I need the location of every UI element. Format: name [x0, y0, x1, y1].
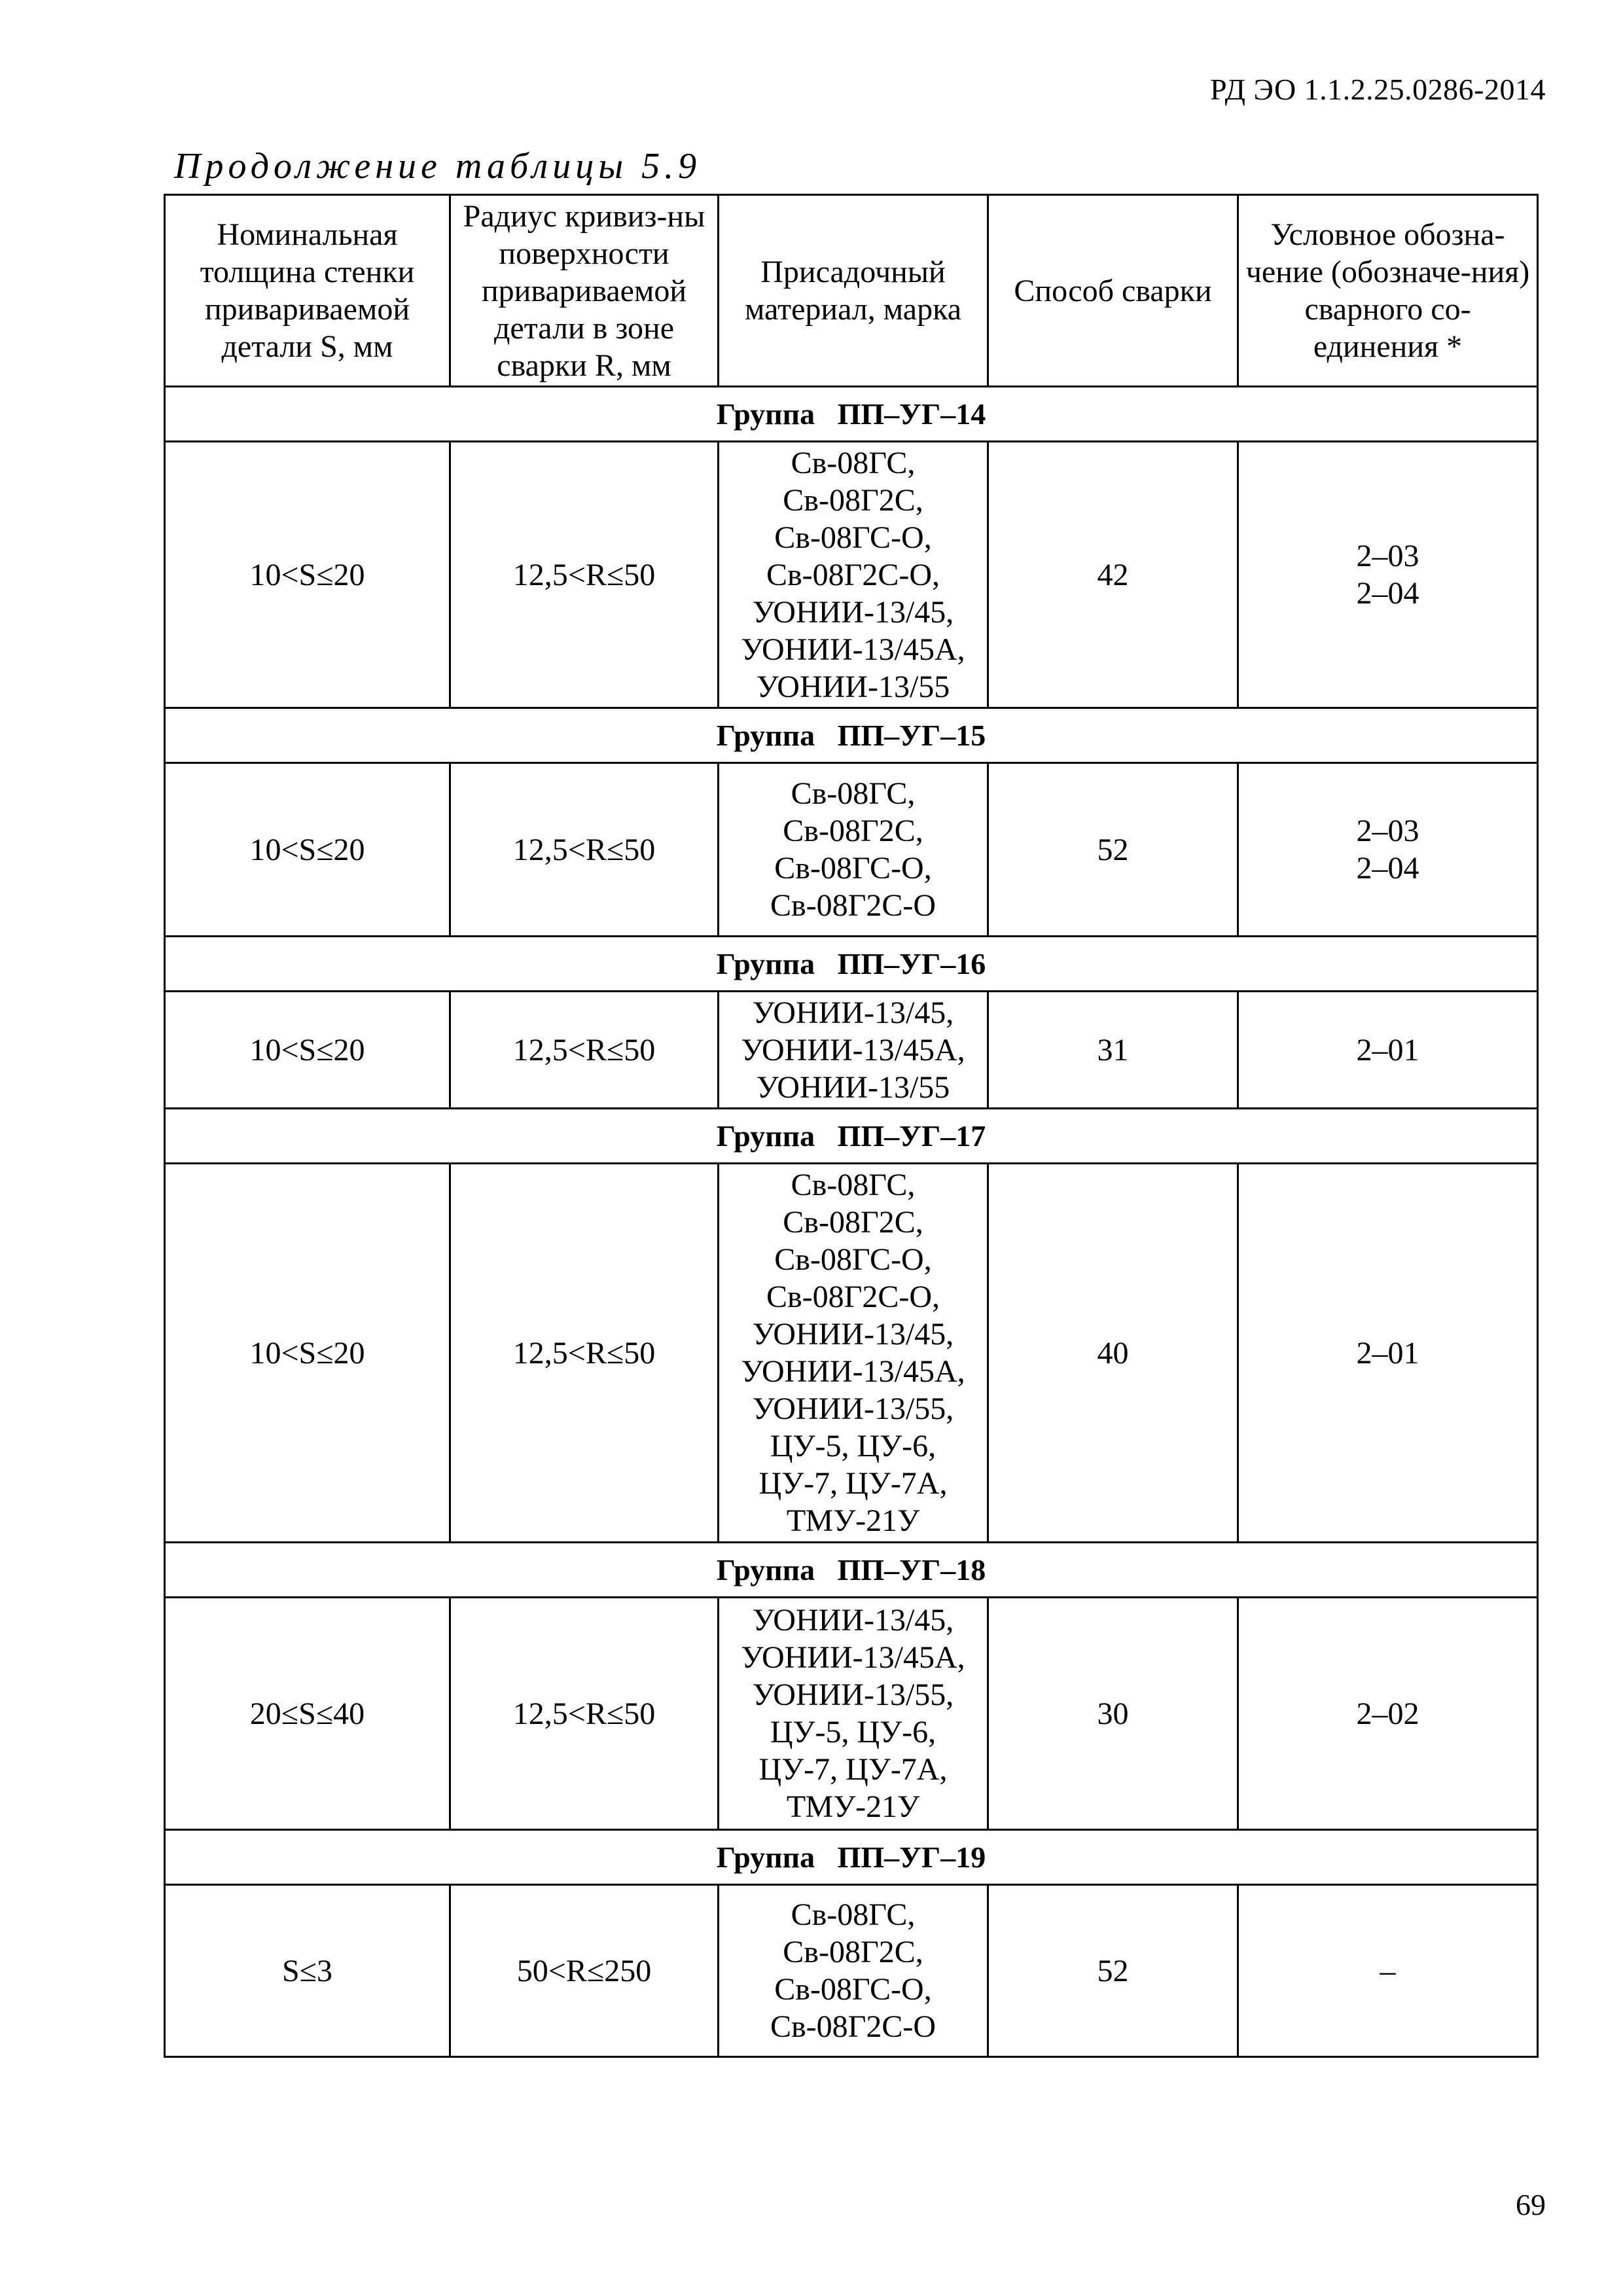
designation-item: 2–02 — [1356, 1696, 1419, 1731]
column-header-method: Способ сварки — [988, 195, 1238, 387]
group-header-row — [165, 1109, 1538, 1164]
designation-item: 2–03 — [1356, 539, 1419, 573]
method-cell: 52 — [988, 763, 1238, 937]
material-item: ТМУ-21У — [786, 1503, 920, 1538]
material-item: УОНИИ-13/45, — [752, 594, 954, 630]
method-cell: 42 — [988, 442, 1238, 708]
material-cell — [719, 1885, 988, 2057]
group-label: Группа ПП–УГ–17 — [165, 1109, 1538, 1164]
group-header-row — [165, 1830, 1538, 1885]
method-cell: 30 — [988, 1598, 1238, 1830]
table-row — [165, 992, 1538, 1109]
thickness-cell: 10<S≤20 — [165, 992, 450, 1109]
material-item: ЦУ-7, ЦУ-7А, — [758, 1466, 948, 1501]
group-label: Группа ПП–УГ–19 — [165, 1830, 1538, 1885]
group-label: Группа ПП–УГ–16 — [165, 937, 1538, 992]
group-label: Группа ПП–УГ–14 — [165, 387, 1538, 442]
radius-cell: 12,5<R≤50 — [450, 992, 719, 1109]
material-cell — [719, 992, 988, 1109]
method-cell: 40 — [988, 1164, 1238, 1543]
material-item: УОНИИ-13/55, — [752, 1677, 954, 1712]
thickness-cell: 10<S≤20 — [165, 763, 450, 937]
material-item: УОНИИ-13/45, — [752, 995, 954, 1030]
thickness-cell: S≤3 — [165, 1885, 450, 2057]
table-caption: Продолжение таблицы 5.9 — [174, 146, 702, 187]
material-item: Св-08Г2С-О, — [766, 557, 940, 592]
material-item: УОНИИ-13/55, — [752, 1391, 954, 1426]
designation-item: 2–01 — [1356, 1335, 1419, 1371]
material-cell — [719, 442, 988, 708]
material-item: Св-08ГС, — [791, 1168, 916, 1202]
material-item: Св-08ГС-О, — [774, 520, 932, 555]
material-item: Св-08Г2С-О — [770, 2009, 936, 2044]
table-row — [165, 1598, 1538, 1830]
material-item: УОНИИ-13/45А, — [741, 1032, 965, 1067]
column-header-radius: Радиус кривиз-ны поверхности привариваемой детали в зоне сварки R, мм — [450, 195, 719, 387]
thickness-cell: 20≤S≤40 — [165, 1598, 450, 1830]
designation-cell — [1238, 1885, 1538, 2057]
radius-cell: 12,5<R≤50 — [450, 1164, 719, 1543]
designation-item: 2–03 — [1356, 814, 1419, 848]
column-header-thickness: Номинальная толщина стенки привариваемой детали S, мм — [165, 195, 450, 387]
group-header-row — [165, 387, 1538, 442]
material-item: УОНИИ-13/45А, — [741, 1354, 965, 1389]
table-row — [165, 763, 1538, 937]
designation-item: 2–04 — [1356, 576, 1419, 611]
material-cell — [719, 763, 988, 937]
material-item: ЦУ-5, ЦУ-6, — [770, 1429, 936, 1463]
designation-cell — [1238, 1598, 1538, 1830]
material-item: УОНИИ-13/45А, — [741, 632, 965, 667]
table-row — [165, 442, 1538, 708]
page-number: 69 — [1516, 2188, 1546, 2221]
designation-item: 2–04 — [1356, 851, 1419, 886]
table-row — [165, 1164, 1538, 1543]
radius-cell: 50<R≤250 — [450, 1885, 719, 2057]
material-item: УОНИИ-13/45, — [752, 1317, 954, 1352]
material-item: УОНИИ-13/55 — [756, 669, 950, 704]
material-cell — [719, 1164, 988, 1543]
designation-item: 2–01 — [1356, 1032, 1419, 1067]
designation-cell — [1238, 763, 1538, 937]
material-item: ЦУ-7, ЦУ-7А, — [758, 1752, 948, 1787]
thickness-cell: 10<S≤20 — [165, 1164, 450, 1543]
designation-item: – — [1380, 1953, 1396, 1988]
material-item: Св-08ГС-О, — [774, 1972, 932, 2007]
group-header-row — [165, 937, 1538, 992]
method-cell: 52 — [988, 1885, 1238, 2057]
group-label: Группа ПП–УГ–15 — [165, 708, 1538, 763]
table-header-row — [165, 195, 1538, 387]
material-item: Св-08Г2С-О, — [766, 1280, 940, 1314]
radius-cell: 12,5<R≤50 — [450, 763, 719, 937]
group-header-row — [165, 1543, 1538, 1598]
material-cell — [719, 1598, 988, 1830]
welding-table — [164, 194, 1539, 2058]
column-header-material: Присадочный материал, марка — [719, 195, 988, 387]
material-item: Св-08Г2С, — [783, 1205, 923, 1240]
radius-cell: 12,5<R≤50 — [450, 1598, 719, 1830]
designation-cell — [1238, 442, 1538, 708]
material-item: УОНИИ-13/55 — [756, 1069, 950, 1105]
material-item: Св-08ГС, — [791, 1897, 916, 1932]
designation-cell — [1238, 992, 1538, 1109]
material-item: Св-08ГС, — [791, 445, 916, 480]
column-header-designation: Условное обозна-чение (обозначе-ния) сварного со-единения * — [1238, 195, 1538, 387]
material-item: Св-08Г2С-О — [770, 888, 936, 923]
group-header-row — [165, 708, 1538, 763]
material-item: Св-08ГС, — [791, 776, 916, 811]
material-item: УОНИИ-13/45А, — [741, 1640, 965, 1675]
material-item: Св-08Г2С, — [783, 814, 923, 848]
designation-cell — [1238, 1164, 1538, 1543]
thickness-cell: 10<S≤20 — [165, 442, 450, 708]
method-cell: 31 — [988, 992, 1238, 1109]
group-label: Группа ПП–УГ–18 — [165, 1543, 1538, 1598]
material-item: Св-08Г2С, — [783, 482, 923, 518]
material-item: Св-08ГС-О, — [774, 851, 932, 886]
table-row — [165, 1885, 1538, 2057]
material-item: ТМУ-21У — [786, 1789, 920, 1824]
document-code: РД ЭО 1.1.2.25.0286-2014 — [1210, 73, 1546, 106]
radius-cell: 12,5<R≤50 — [450, 442, 719, 708]
material-item: ЦУ-5, ЦУ-6, — [770, 1715, 936, 1749]
material-item: Св-08ГС-О, — [774, 1242, 932, 1277]
material-item: Св-08Г2С, — [783, 1935, 923, 1969]
material-item: УОНИИ-13/45, — [752, 1603, 954, 1638]
